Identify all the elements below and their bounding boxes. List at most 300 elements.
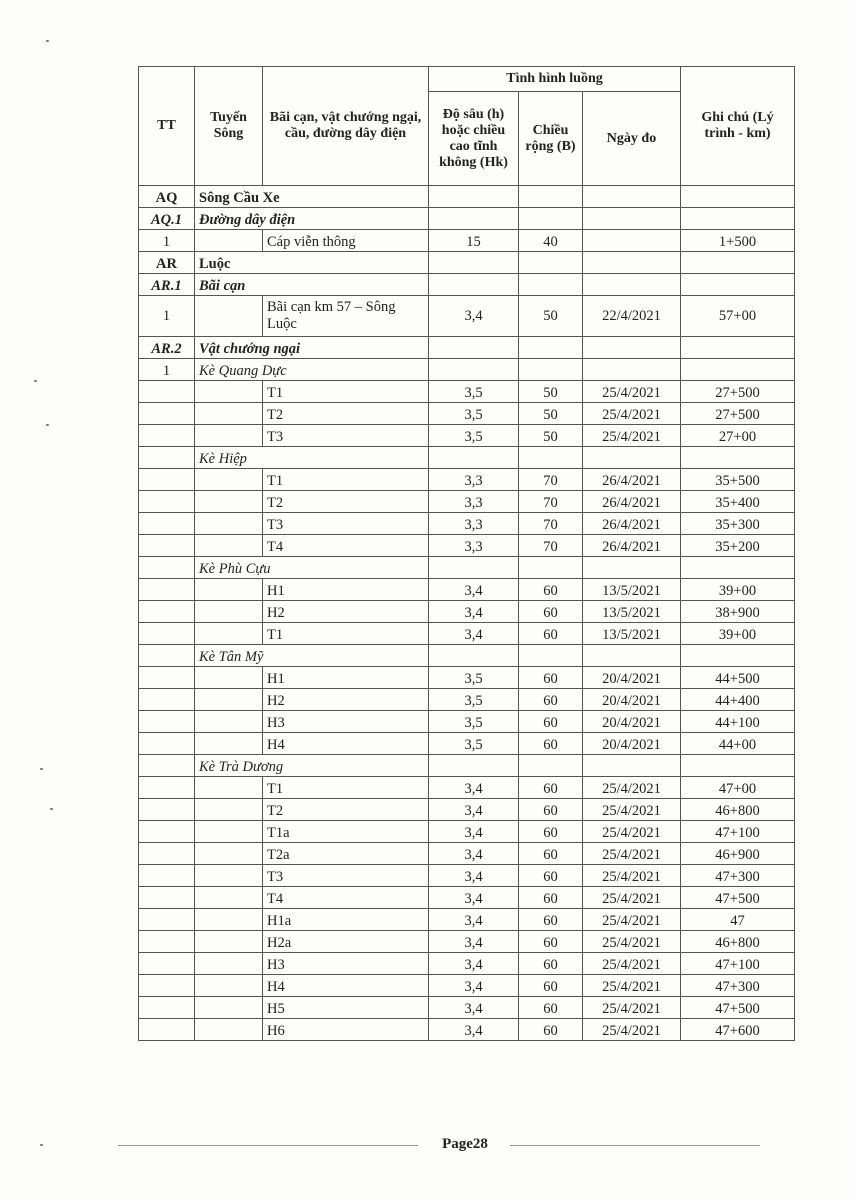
row-width: 60: [519, 711, 583, 733]
table-header: [139, 67, 795, 186]
row-width: 60: [519, 821, 583, 843]
empty-cell: [681, 447, 795, 469]
row-depth: 3,4: [429, 997, 519, 1019]
row-river: [195, 381, 263, 403]
scan-speck: [50, 808, 53, 810]
empty-cell: [681, 755, 795, 777]
row-km: 35+300: [681, 513, 795, 535]
table-row: [139, 887, 795, 909]
row-date: 26/4/2021: [583, 491, 681, 513]
scan-speck: [40, 768, 43, 770]
row-date: 25/4/2021: [583, 887, 681, 909]
table-row: [139, 230, 795, 252]
row-name: T3: [263, 425, 429, 447]
table-row: [139, 843, 795, 865]
table-row: [139, 821, 795, 843]
row-tt: [139, 711, 195, 733]
row-width: 60: [519, 975, 583, 997]
row-km: 44+500: [681, 667, 795, 689]
row-tt: [139, 513, 195, 535]
row-km: 35+500: [681, 469, 795, 491]
section-code: AR.2: [139, 337, 195, 359]
header-chieu-rong: Chiều rộng (B): [519, 92, 583, 186]
table-row: [139, 799, 795, 821]
scan-speck: [46, 40, 49, 42]
row-width: 60: [519, 953, 583, 975]
row-km: 27+500: [681, 403, 795, 425]
row-depth: 15: [429, 230, 519, 252]
row-date: 20/4/2021: [583, 689, 681, 711]
row-depth: 3,4: [429, 821, 519, 843]
row-km: 47+500: [681, 997, 795, 1019]
row-river: [195, 733, 263, 755]
row-tt: [139, 755, 195, 777]
row-width: 60: [519, 843, 583, 865]
empty-cell: [519, 252, 583, 274]
row-tt: [139, 645, 195, 667]
row-date: 20/4/2021: [583, 733, 681, 755]
row-km: 35+400: [681, 491, 795, 513]
row-name: T2: [263, 491, 429, 513]
header-bai-can: Bãi cạn, vật chướng ngại, cầu, đường dây điện: [263, 67, 429, 186]
row-name: H2: [263, 689, 429, 711]
row-name: T1: [263, 381, 429, 403]
row-tt: [139, 843, 195, 865]
section-title: Luộc: [195, 252, 429, 274]
empty-cell: [519, 447, 583, 469]
empty-cell: [583, 208, 681, 230]
section-row: [139, 186, 795, 208]
table-row: [139, 1019, 795, 1041]
row-tt: [139, 887, 195, 909]
row-width: 40: [519, 230, 583, 252]
row-width: 50: [519, 381, 583, 403]
row-km: 27+00: [681, 425, 795, 447]
row-name: H3: [263, 953, 429, 975]
header-tuyen-song: Tuyến Sông: [195, 67, 263, 186]
row-depth: 3,4: [429, 601, 519, 623]
row-river: [195, 931, 263, 953]
empty-cell: [681, 337, 795, 359]
row-width: 50: [519, 403, 583, 425]
row-width: 60: [519, 887, 583, 909]
row-tt: [139, 777, 195, 799]
row-name: H6: [263, 1019, 429, 1041]
row-date: [583, 230, 681, 252]
row-depth: 3,5: [429, 711, 519, 733]
row-date: 25/4/2021: [583, 953, 681, 975]
row-km: 35+200: [681, 535, 795, 557]
empty-cell: [429, 252, 519, 274]
row-width: 60: [519, 1019, 583, 1041]
row-name: H4: [263, 975, 429, 997]
empty-cell: [681, 645, 795, 667]
row-km: 46+800: [681, 799, 795, 821]
footer-rule-right: [510, 1145, 760, 1146]
row-name: Bãi cạn km 57 – Sông Luộc: [263, 296, 429, 337]
row-date: 25/4/2021: [583, 931, 681, 953]
table-row: [139, 513, 795, 535]
empty-cell: [519, 359, 583, 381]
table-row: [139, 535, 795, 557]
row-tt: [139, 975, 195, 997]
row-width: 60: [519, 689, 583, 711]
empty-cell: [583, 557, 681, 579]
row-river: [195, 909, 263, 931]
empty-cell: [583, 359, 681, 381]
group-row: [139, 359, 795, 381]
row-depth: 3,4: [429, 1019, 519, 1041]
row-width: 60: [519, 931, 583, 953]
row-tt: [139, 601, 195, 623]
section-row: [139, 274, 795, 296]
section-title: Sông Cầu Xe: [195, 186, 429, 208]
row-km: 39+00: [681, 579, 795, 601]
row-river: [195, 843, 263, 865]
scan-speck: [40, 1144, 43, 1146]
row-river: [195, 711, 263, 733]
empty-cell: [429, 557, 519, 579]
empty-cell: [519, 274, 583, 296]
row-km: 47+600: [681, 1019, 795, 1041]
group-title: Kè Trà Dương: [195, 755, 429, 777]
empty-cell: [519, 337, 583, 359]
row-depth: 3,4: [429, 623, 519, 645]
row-width: 60: [519, 623, 583, 645]
row-date: 25/4/2021: [583, 381, 681, 403]
row-date: 20/4/2021: [583, 667, 681, 689]
row-km: 1+500: [681, 230, 795, 252]
empty-cell: [583, 186, 681, 208]
row-depth: 3,5: [429, 689, 519, 711]
row-tt: [139, 931, 195, 953]
row-date: 26/4/2021: [583, 513, 681, 535]
row-river: [195, 689, 263, 711]
row-tt: [139, 491, 195, 513]
group-title: Kè Phù Cựu: [195, 557, 429, 579]
row-river: [195, 953, 263, 975]
row-name: H4: [263, 733, 429, 755]
section-row: [139, 252, 795, 274]
table-row: [139, 469, 795, 491]
row-width: 60: [519, 799, 583, 821]
table-row: [139, 975, 795, 997]
row-width: 60: [519, 997, 583, 1019]
row-width: 60: [519, 667, 583, 689]
row-river: [195, 230, 263, 252]
row-depth: 3,3: [429, 513, 519, 535]
empty-cell: [583, 645, 681, 667]
table-row: [139, 667, 795, 689]
table-row: [139, 997, 795, 1019]
row-tt: [139, 667, 195, 689]
row-depth: 3,4: [429, 777, 519, 799]
row-width: 70: [519, 491, 583, 513]
row-tt: 1: [139, 359, 195, 381]
page-footer: [0, 1136, 856, 1156]
row-river: [195, 425, 263, 447]
row-date: 25/4/2021: [583, 1019, 681, 1041]
empty-cell: [681, 252, 795, 274]
header-ngay-do: Ngày đo: [583, 92, 681, 186]
row-km: 44+00: [681, 733, 795, 755]
empty-cell: [429, 447, 519, 469]
row-depth: 3,4: [429, 887, 519, 909]
row-depth: 3,3: [429, 491, 519, 513]
header-do-sau: Độ sâu (h) hoặc chiều cao tĩnh không (Hk): [429, 92, 519, 186]
row-tt: [139, 733, 195, 755]
table-row: [139, 689, 795, 711]
section-title: Bãi cạn: [195, 274, 429, 296]
row-depth: 3,3: [429, 535, 519, 557]
empty-cell: [681, 186, 795, 208]
header-tinh-hinh-luong: Tình hình luồng: [429, 67, 681, 92]
row-tt: [139, 381, 195, 403]
row-river: [195, 799, 263, 821]
row-date: 26/4/2021: [583, 535, 681, 557]
row-width: 70: [519, 535, 583, 557]
empty-cell: [429, 274, 519, 296]
row-depth: 3,4: [429, 953, 519, 975]
row-width: 60: [519, 909, 583, 931]
row-tt: [139, 1019, 195, 1041]
empty-cell: [429, 186, 519, 208]
row-date: 25/4/2021: [583, 777, 681, 799]
row-width: 60: [519, 733, 583, 755]
row-km: 46+900: [681, 843, 795, 865]
row-river: [195, 579, 263, 601]
row-river: [195, 821, 263, 843]
empty-cell: [519, 208, 583, 230]
group-row: [139, 557, 795, 579]
row-river: [195, 623, 263, 645]
empty-cell: [583, 755, 681, 777]
table-row: [139, 733, 795, 755]
row-name: T1: [263, 623, 429, 645]
row-river: [195, 296, 263, 337]
scan-speck: [46, 424, 49, 426]
table-row: [139, 711, 795, 733]
empty-cell: [429, 208, 519, 230]
row-river: [195, 777, 263, 799]
empty-cell: [583, 274, 681, 296]
row-depth: 3,4: [429, 865, 519, 887]
row-name: H1: [263, 667, 429, 689]
row-name: T2: [263, 403, 429, 425]
section-row: [139, 337, 795, 359]
row-river: [195, 975, 263, 997]
row-date: 20/4/2021: [583, 711, 681, 733]
row-river: [195, 997, 263, 1019]
empty-cell: [583, 252, 681, 274]
row-km: 38+900: [681, 601, 795, 623]
empty-cell: [519, 645, 583, 667]
row-depth: 3,5: [429, 425, 519, 447]
group-title: Kè Hiệp: [195, 447, 429, 469]
row-width: 70: [519, 469, 583, 491]
section-code: AQ: [139, 186, 195, 208]
row-tt: 1: [139, 296, 195, 337]
row-width: 60: [519, 777, 583, 799]
row-date: 25/4/2021: [583, 843, 681, 865]
row-tt: [139, 799, 195, 821]
table-row: [139, 623, 795, 645]
empty-cell: [583, 447, 681, 469]
row-km: 39+00: [681, 623, 795, 645]
row-km: 44+100: [681, 711, 795, 733]
header-tt: TT: [139, 67, 195, 186]
row-km: 47+300: [681, 975, 795, 997]
channel-status-table: [138, 66, 795, 1041]
row-name: H1: [263, 579, 429, 601]
row-depth: 3,4: [429, 799, 519, 821]
table-row: [139, 601, 795, 623]
row-km: 27+500: [681, 381, 795, 403]
row-width: 60: [519, 865, 583, 887]
row-depth: 3,4: [429, 909, 519, 931]
page-number: Page28: [442, 1136, 488, 1152]
table-row: [139, 777, 795, 799]
row-depth: 3,5: [429, 381, 519, 403]
group-row: [139, 755, 795, 777]
row-tt: 1: [139, 230, 195, 252]
group-title: Kè Quang Dực: [195, 359, 429, 381]
row-name: T1: [263, 469, 429, 491]
empty-cell: [429, 359, 519, 381]
row-depth: 3,5: [429, 733, 519, 755]
row-tt: [139, 425, 195, 447]
row-depth: 3,3: [429, 469, 519, 491]
row-river: [195, 513, 263, 535]
row-river: [195, 535, 263, 557]
footer-rule-left: [118, 1145, 418, 1146]
row-date: 26/4/2021: [583, 469, 681, 491]
row-name: H3: [263, 711, 429, 733]
row-river: [195, 887, 263, 909]
empty-cell: [429, 755, 519, 777]
row-name: H5: [263, 997, 429, 1019]
empty-cell: [429, 337, 519, 359]
row-depth: 3,4: [429, 296, 519, 337]
row-depth: 3,5: [429, 403, 519, 425]
row-name: T3: [263, 865, 429, 887]
row-km: 47: [681, 909, 795, 931]
empty-cell: [681, 557, 795, 579]
row-name: T3: [263, 513, 429, 535]
group-row: [139, 447, 795, 469]
group-title: Kè Tân Mỹ: [195, 645, 429, 667]
table-row: [139, 579, 795, 601]
row-date: 25/4/2021: [583, 909, 681, 931]
row-river: [195, 491, 263, 513]
row-tt: [139, 909, 195, 931]
row-tt: [139, 579, 195, 601]
row-km: 46+800: [681, 931, 795, 953]
row-name: T2: [263, 799, 429, 821]
row-name: T4: [263, 535, 429, 557]
row-tt: [139, 865, 195, 887]
row-depth: 3,4: [429, 975, 519, 997]
empty-cell: [583, 337, 681, 359]
empty-cell: [519, 557, 583, 579]
empty-cell: [429, 645, 519, 667]
row-date: 25/4/2021: [583, 821, 681, 843]
empty-cell: [519, 755, 583, 777]
table-row: [139, 381, 795, 403]
empty-cell: [681, 359, 795, 381]
table-row: [139, 931, 795, 953]
row-name: Cáp viễn thông: [263, 230, 429, 252]
row-width: 50: [519, 425, 583, 447]
empty-cell: [519, 186, 583, 208]
row-km: 47+100: [681, 953, 795, 975]
scan-speck: [34, 380, 37, 382]
row-date: 25/4/2021: [583, 403, 681, 425]
row-width: 60: [519, 579, 583, 601]
row-km: 47+00: [681, 777, 795, 799]
row-km: 44+400: [681, 689, 795, 711]
empty-cell: [681, 208, 795, 230]
row-width: 70: [519, 513, 583, 535]
empty-cell: [681, 274, 795, 296]
row-name: H1a: [263, 909, 429, 931]
row-date: 13/5/2021: [583, 579, 681, 601]
row-name: T1: [263, 777, 429, 799]
section-title: Vật chướng ngại: [195, 337, 429, 359]
row-tt: [139, 623, 195, 645]
row-tt: [139, 403, 195, 425]
row-river: [195, 469, 263, 491]
header-ghi-chu: Ghi chú (Lý trình - km): [681, 67, 795, 186]
table-row: [139, 403, 795, 425]
row-date: 25/4/2021: [583, 997, 681, 1019]
row-name: H2a: [263, 931, 429, 953]
row-name: T1a: [263, 821, 429, 843]
row-tt: [139, 535, 195, 557]
table-row: [139, 909, 795, 931]
row-tt: [139, 689, 195, 711]
row-tt: [139, 997, 195, 1019]
row-depth: 3,5: [429, 667, 519, 689]
row-date: 13/5/2021: [583, 601, 681, 623]
row-date: 25/4/2021: [583, 799, 681, 821]
table-row: [139, 296, 795, 337]
table-row: [139, 491, 795, 513]
row-river: [195, 403, 263, 425]
table-row: [139, 425, 795, 447]
row-km: 47+500: [681, 887, 795, 909]
row-depth: 3,4: [429, 931, 519, 953]
section-code: AR: [139, 252, 195, 274]
row-date: 22/4/2021: [583, 296, 681, 337]
row-depth: 3,4: [429, 843, 519, 865]
row-river: [195, 865, 263, 887]
row-river: [195, 601, 263, 623]
row-name: T2a: [263, 843, 429, 865]
row-name: T4: [263, 887, 429, 909]
row-name: H2: [263, 601, 429, 623]
row-tt: [139, 447, 195, 469]
row-river: [195, 1019, 263, 1041]
row-date: 13/5/2021: [583, 623, 681, 645]
row-km: 57+00: [681, 296, 795, 337]
row-width: 60: [519, 601, 583, 623]
row-date: 25/4/2021: [583, 865, 681, 887]
section-code: AQ.1: [139, 208, 195, 230]
section-row: [139, 208, 795, 230]
row-km: 47+300: [681, 865, 795, 887]
row-date: 25/4/2021: [583, 425, 681, 447]
